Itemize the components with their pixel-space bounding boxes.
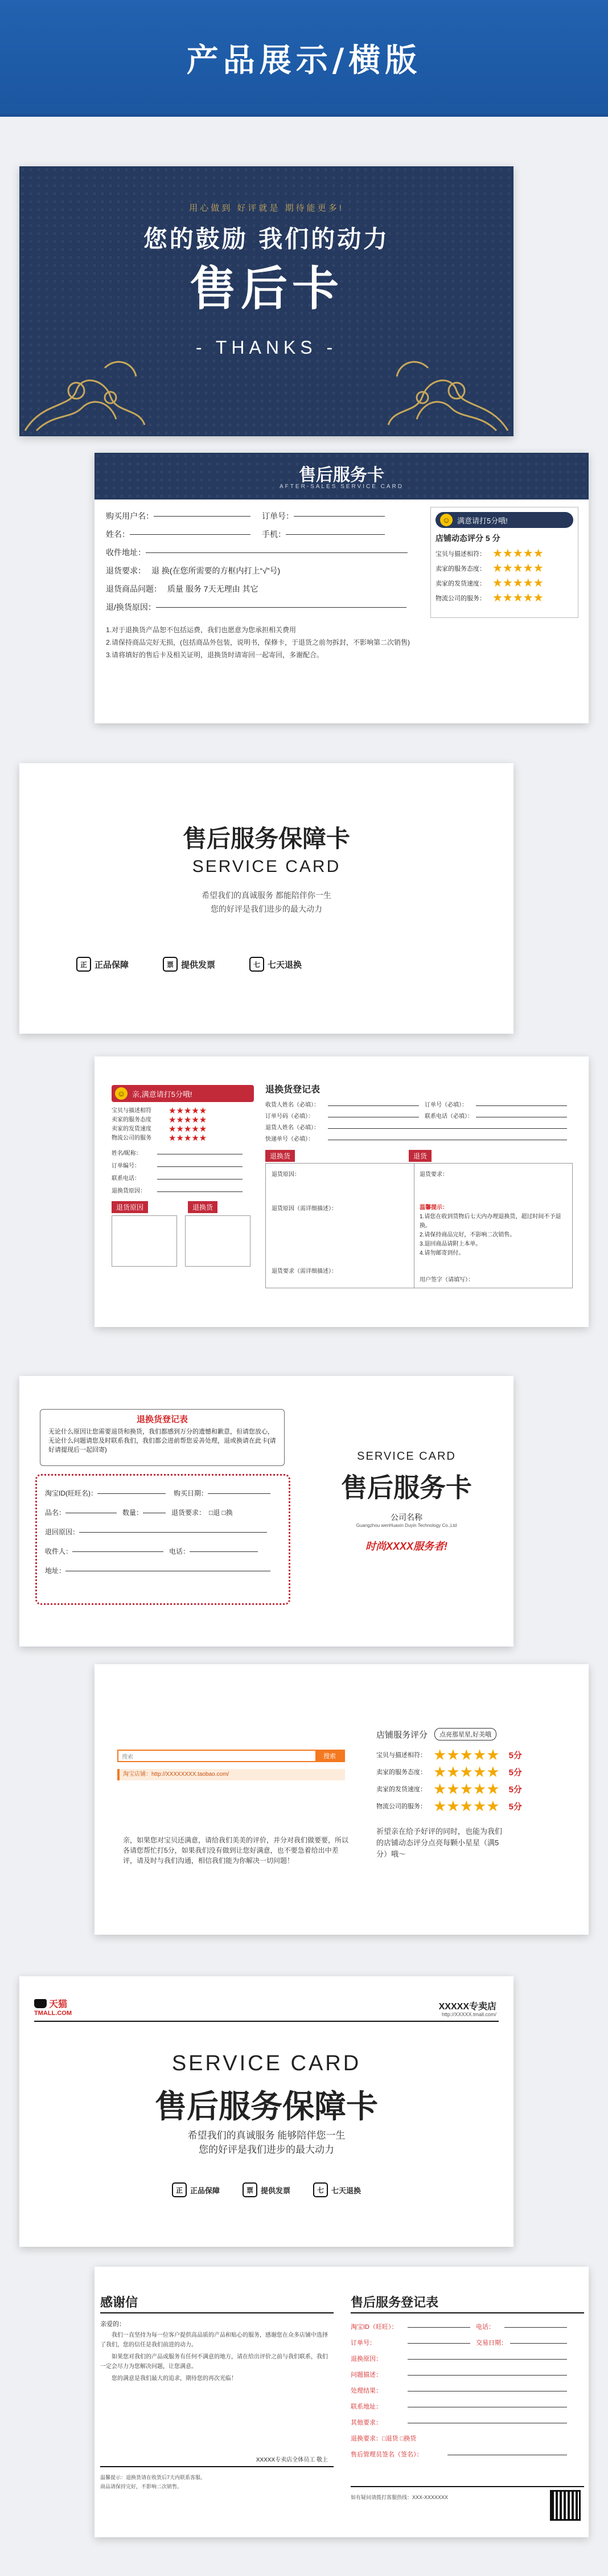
service-sub-right: SERVICE CARD (357, 1450, 456, 1463)
tmall-brand: 天猫 (49, 2000, 68, 2009)
service-guarantee-card (19, 763, 513, 1034)
service-form-title: 售后服务卡 (299, 466, 384, 485)
thanks-headline: 您的鼓励 我们的动力 (143, 225, 390, 253)
badge-invoice: 提供发票 (260, 2186, 290, 2195)
star-icon[interactable]: ★★★★★ (433, 1763, 500, 1780)
reg-line[interactable] (504, 2327, 567, 2328)
box-sub-2: 退货要求（需详细描述）： (272, 1268, 337, 1275)
order-label: 订单号： (262, 511, 294, 521)
reg-label: 电话： (476, 2324, 495, 2331)
rating-row (436, 591, 573, 605)
letter-foot (100, 2473, 206, 2491)
service-form-body (106, 507, 425, 616)
rating-block-row (376, 1746, 570, 1763)
reg-label: 其他要求： (351, 2419, 382, 2426)
name-label: 姓名： (106, 530, 130, 539)
tmall-logo (34, 1997, 72, 2017)
form-row-label: 快递单号（必填）： (265, 1136, 314, 1142)
form-row-label: 订单号（必填）： (425, 1102, 467, 1108)
left-rating-label: 宝贝与描述相符 (112, 1108, 151, 1114)
star-icon[interactable]: ★★★★★ (433, 1797, 500, 1815)
star-icon[interactable]: ★★★★★ (433, 1746, 500, 1763)
left-tag-a: 退货原因 (112, 1201, 148, 1213)
star-icon[interactable]: ★★★★★ (492, 592, 544, 604)
letter-panel (100, 2267, 339, 2537)
field-line[interactable] (190, 1551, 258, 1552)
letter-foot-line: 商品请保持完好，不影响二次销售。 (100, 2484, 183, 2489)
star-icon[interactable]: ★★★★★ (433, 1780, 500, 1797)
qr-code-icon (550, 2490, 581, 2521)
request-options: 退 换(在您所需要的方框内打上“√”号) (151, 566, 281, 575)
left-label: 姓名/昵称： (112, 1150, 142, 1157)
rating-row (436, 561, 573, 576)
service-title-right: 售后服务卡 (341, 1473, 472, 1502)
badge-seven-day: 七天退换 (331, 2186, 361, 2195)
tmall-service-card (19, 1976, 513, 2247)
left-rating-row (112, 1134, 254, 1143)
letter-registration-card (95, 2267, 589, 2537)
header-divider (0, 114, 608, 117)
tmall-title: 售后服务保障卡 (155, 2088, 378, 2124)
thanks-title: 售后卡 (189, 261, 343, 316)
form-row-label: 订单号码（必填）： (265, 1113, 314, 1120)
left-line[interactable] (157, 1191, 243, 1192)
reg-label: 退换要求：□退货 □换货 (351, 2435, 417, 2442)
letter-paragraph: 如果您对我们的产品或服务有任何不满意的地方，请在给出评价之前与我们联系，我们一定会尽力为您解决问题，让您满意。 (100, 2354, 328, 2370)
thanks-word: - THANKS - (195, 337, 338, 358)
tmall-subtitle: SERVICE CARD (171, 2051, 361, 2075)
badge-invoice: 提供发票 (181, 960, 216, 970)
reg-label: 订单号： (351, 2340, 376, 2346)
rating-block-score: 5分 (508, 1767, 522, 1778)
reg-line[interactable] (408, 2359, 567, 2360)
return-intro: 无论什么原因让您需要退货和换货，我们都感到万分的遗憾和歉意，但请您放心，无论什么问题请您及时联系我们，我们都会进前帮您妥善处理，退或换请在此卡(请好请提现后一起回寄) (48, 1428, 276, 1453)
company-name: 公司名称 (391, 1513, 422, 1522)
star-icon[interactable]: ★★★★★ (169, 1106, 207, 1116)
genuine-icon: 正 (172, 2182, 187, 2197)
shop-url[interactable]: 淘宝店铺：http://XXXXXXXX.taobao.com/ (123, 1771, 229, 1778)
letter-paragraph: 我们一直坚持为每一位客户提供高品质的产品和贴心的服务，感谢您在众多店铺中选择了我们，您的信任是我们前进的动力。 (100, 2332, 328, 2348)
rating-block-row (376, 1797, 570, 1815)
letter-greeting: 亲爱的： (100, 2321, 125, 2328)
rating-row-label: 卖家的发货速度： (436, 580, 486, 587)
letter-paragraph: 您的满意是我们最大的追求，期待您的再次光临！ (112, 2376, 237, 2382)
request-label: 退货要求： (106, 566, 146, 575)
rating-block-score: 5分 (508, 1784, 522, 1795)
reg-label: 淘宝ID（旺旺）： (351, 2324, 398, 2331)
shop-url-bar (117, 1769, 345, 1780)
box-label-1: 退货原因： (272, 1172, 300, 1178)
note-line: 3.退回商品请附上本单。 (420, 1241, 482, 1247)
service-note-2: 2.请保持商品完好无损，(包括商品外包装，说明书，保修卡，于退货之前勿拆封，不影响第二次销售) (106, 638, 410, 646)
letter-title: 感谢信 (100, 2295, 138, 2309)
search-bar (117, 1750, 345, 1762)
star-icon[interactable]: ★★★★★ (169, 1133, 207, 1143)
service-note-3: 3.请将填好的售后卡及相关证明，退换货时请寄回一起寄回，多谢配合。 (106, 651, 324, 659)
name-line[interactable] (130, 534, 250, 535)
order-line[interactable] (294, 516, 385, 517)
field-label: 收件人： (45, 1547, 73, 1555)
star-icon[interactable]: ★★★★★ (492, 547, 544, 560)
phone-label: 手机： (262, 530, 286, 539)
service-notes (106, 624, 584, 661)
reg-line[interactable] (408, 2343, 470, 2344)
smiley-icon: ☺ (115, 1087, 128, 1100)
left-line[interactable] (157, 1166, 243, 1167)
box-label-2: 退货要求： (420, 1172, 448, 1178)
return-title: 退换货登记表 (136, 1415, 188, 1424)
star-icon[interactable]: ★★★★★ (492, 562, 544, 575)
reason-label: 退货商品问题： (106, 584, 162, 593)
rating-block-row (376, 1763, 570, 1780)
registration-title: 售后服务登记表 (351, 2295, 439, 2309)
letter-foot-line: 温馨提示：退换货请在收货后7天内联系客服。 (100, 2475, 206, 2480)
reason-box (265, 1163, 573, 1288)
field-label: 地址： (45, 1567, 66, 1575)
left-rating-label: 物流公司的服务 (112, 1135, 151, 1141)
cat-icon (34, 1999, 47, 2008)
search-input[interactable]: 搜索 (122, 1754, 133, 1760)
tmall-divider (34, 2021, 499, 2022)
return-registration-card (95, 1056, 589, 1327)
note-line: 4.请勿邮寄到付。 (420, 1250, 465, 1256)
genuine-icon: 正 (76, 957, 91, 972)
rating-block-label: 卖家的发货速度： (376, 1786, 426, 1793)
box-tag-1: 退换货 (265, 1150, 295, 1162)
rating-banner-text: 满意请打5分哦! (457, 516, 508, 525)
form-title: 退换货登记表 (265, 1085, 321, 1095)
cloud-ornament-right-icon (365, 345, 513, 436)
field-label: 退货要求： (171, 1509, 206, 1517)
letter-body (100, 2331, 331, 2383)
rating-block-tag: 点亮那星星,好美哦 (434, 1728, 496, 1740)
field-line[interactable] (97, 1493, 166, 1494)
left-tag-b: 退换货 (188, 1201, 217, 1213)
left-label: 联系电话： (112, 1176, 140, 1182)
rating-row (436, 546, 573, 561)
guarantee-line-1: 希望我们的真诚服务 都能陪伴你一生 (202, 891, 331, 900)
box-sub-1: 退货原因（需详细描述）： (272, 1206, 337, 1212)
reg-line[interactable] (510, 2343, 567, 2344)
guarantee-subtitle: SERVICE CARD (192, 857, 341, 876)
reg-label: 问题描述： (351, 2372, 382, 2378)
form-row-label: 退货人姓名（必填）： (265, 1125, 319, 1131)
left-rating-row (112, 1107, 254, 1116)
left-box-b[interactable] (185, 1215, 250, 1267)
service-form-header (95, 453, 589, 499)
rating-block-label: 物流公司的服务： (376, 1803, 426, 1810)
field-line[interactable] (208, 1493, 270, 1494)
reg-label: 联系地址： (351, 2403, 382, 2410)
reg-label: 售后管理员签名（签名）： (351, 2451, 423, 2458)
left-line[interactable] (157, 1179, 243, 1180)
thanks-tagline: 用心做到 好评就是 期待能更多! (189, 203, 344, 213)
field-line[interactable] (79, 1532, 267, 1533)
guarantee-title: 售后服务保障卡 (182, 825, 350, 852)
return-form-card (19, 1376, 513, 1647)
sign-label: 用户签字（请填写）： (420, 1277, 474, 1283)
tmall-line-1: 希望我们的真诚服务 能够陪伴您一生 (187, 2130, 346, 2141)
invoice-icon: 票 (163, 957, 178, 972)
rating-block-row (376, 1780, 570, 1797)
rating-title: 店铺动态评分 5 分 (436, 534, 500, 543)
rating-block-label: 卖家的服务态度： (376, 1769, 426, 1776)
search-button[interactable]: 搜索 (315, 1751, 344, 1761)
left-rating-label: 卖家的服务态度 (112, 1117, 151, 1123)
rating-block-score: 5分 (508, 1801, 522, 1812)
service-form-card (95, 453, 589, 723)
field-label: 淘宝ID(旺旺名)： (45, 1489, 97, 1497)
address-line[interactable] (146, 552, 408, 553)
rating-row-label: 宝贝与描述相符： (436, 551, 486, 558)
right-text: 祈望亲在给予好评的同时，也能为我们的店铺动态评分点亮每颗小星星（满5分）哦～ (376, 1827, 503, 1858)
reg-line[interactable] (408, 2327, 470, 2328)
rating-block (376, 1728, 570, 1860)
return-intro-box (40, 1409, 285, 1466)
rating-block-score: 5分 (508, 1750, 522, 1760)
letter-bottom: XXXXX专卖店全体员工 敬上 (256, 2457, 328, 2463)
tmall-url: http://XXXXX.tmall.com/ (441, 2012, 496, 2017)
registration-foot: 如有疑问请拨打客服热线：XXX-XXXXXXX (351, 2495, 449, 2500)
badge-genuine: 正品保障 (190, 2186, 220, 2195)
left-label: 退换货原因： (112, 1188, 146, 1194)
buyer-line[interactable] (154, 516, 250, 517)
refund-options[interactable]: □退 □换 (209, 1509, 233, 1517)
rating-row (436, 576, 573, 591)
guarantee-line-2: 您的好评是我们进步的最大动力 (211, 904, 322, 914)
left-rating-label: 卖家的发货速度 (112, 1126, 151, 1132)
form-row-label: 收货人姓名（必填）： (265, 1102, 319, 1108)
seven-day-icon: 七 (313, 2182, 328, 2197)
tmall-brand-en: TMALL.COM (34, 2010, 72, 2017)
box-tag-2: 退货 (409, 1150, 432, 1162)
invoice-icon: 票 (243, 2182, 257, 2197)
thanks-card (19, 166, 513, 436)
left-rating-row (112, 1125, 254, 1134)
reg-label: 退换原因： (351, 2356, 382, 2362)
tmall-badges (19, 2182, 513, 2197)
left-banner (112, 1085, 254, 1102)
guarantee-badges (76, 957, 302, 972)
reg-line[interactable] (408, 2375, 567, 2376)
star-icon[interactable]: ★★★★★ (169, 1124, 207, 1134)
form-row-line[interactable] (328, 1105, 419, 1106)
reason-options: 质量 服务 7天无理由 其它 (167, 584, 258, 593)
badge-genuine: 正品保障 (95, 960, 129, 970)
star-icon[interactable]: ★★★★★ (169, 1115, 207, 1125)
right-form (265, 1082, 573, 1288)
rating-block-title: 店铺服务评分 (376, 1730, 428, 1740)
tmall-line-2: 您的好评是我们进步的最大动力 (199, 2144, 334, 2155)
registration-panel (351, 2267, 584, 2537)
cloud-ornament-left-icon (19, 345, 167, 436)
rating-row-label: 卖家的服务态度： (436, 566, 486, 572)
field-label: 数量： (122, 1509, 143, 1517)
rating-row-label: 物流公司的服务： (436, 595, 486, 602)
rating-banner (436, 512, 573, 528)
note-line: 1.请您在收到货物后七天内办理退换货，超过时间不予退换。 (420, 1214, 561, 1229)
notes-title: 温馨提示： (420, 1205, 448, 1211)
phone-line[interactable] (286, 534, 385, 535)
page-title: 产品展示/横版 (186, 42, 422, 79)
return-fields-box (35, 1474, 290, 1605)
field-label: 购买日期： (174, 1489, 208, 1497)
field-label: 电话： (169, 1547, 190, 1555)
page-header (0, 0, 608, 117)
rating-block-label: 宝贝与描述相符： (376, 1752, 426, 1759)
left-label: 订单编号： (112, 1163, 140, 1169)
buyer-label: 购买用户名： (106, 511, 154, 521)
form-row-line[interactable] (328, 1128, 567, 1129)
service-form-subtitle: AFTER-SALES SERVICE CARD (280, 484, 404, 490)
company-en: Guangzhou wenHuaxin Duyin Technology Co.,Ltd (356, 1523, 457, 1528)
seven-day-icon: 七 (249, 957, 264, 972)
left-banner-text: 亲,满意请打5分哦! (132, 1090, 192, 1099)
left-panel (112, 1085, 254, 1267)
reg-label: 处理结果： (351, 2387, 382, 2394)
other-label: 退/换货原因： (106, 603, 156, 612)
slogan: 时尚XXXX服务者! (365, 1541, 448, 1552)
reg-label: 交易日期： (476, 2340, 507, 2346)
rating-panel (430, 507, 578, 618)
star-icon[interactable]: ★★★★★ (492, 577, 544, 589)
form-row-label: 联系电话（必填）： (425, 1113, 473, 1120)
store-rating-card (95, 1664, 589, 1935)
smiley-icon: ☺ (440, 514, 453, 526)
field-line[interactable] (72, 1551, 163, 1552)
tmall-store: XXXXX专卖店 (438, 2002, 496, 2012)
left-rating-row (112, 1116, 254, 1125)
form-row-line[interactable] (476, 1105, 567, 1106)
address-label: 收件地址： (106, 548, 146, 557)
other-line[interactable] (156, 607, 406, 608)
note-line: 2.请保持商品完好，不影响二次销售。 (420, 1232, 516, 1238)
badge-seven-day: 七天退换 (268, 960, 302, 970)
left-box-a[interactable] (112, 1215, 177, 1267)
service-note-1: 1.对于退换货产品恕不包括运费，我们也愿意为您承担相关费用 (106, 626, 297, 634)
field-label: 品名： (45, 1509, 66, 1517)
left-text: 亲，如果您对宝贝还满意，请给我们美美的评价，并分对我们做要要，所以各请您帮忙打5分，如果我们没有做到让您好满意，也不要急着给出中差评，请及时与我们沟通，相信我们能为你解决一切问题！ (123, 1836, 349, 1865)
field-label: 退回原因： (45, 1528, 80, 1536)
